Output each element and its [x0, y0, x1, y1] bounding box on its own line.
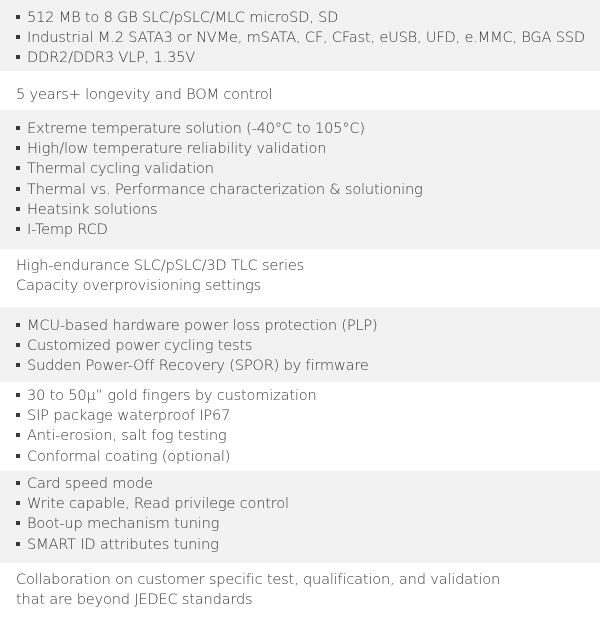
bullet-icon — [16, 363, 20, 367]
bullet-icon — [16, 227, 20, 231]
section-temperature — [0, 110, 600, 249]
bullet-icon — [16, 187, 20, 191]
list-item: Capacity overprovisioning settings — [16, 277, 261, 295]
bullet-icon — [16, 146, 20, 150]
section-endurance — [0, 249, 600, 307]
list-item: Anti-erosion, salt fog testing — [16, 426, 594, 446]
bullet-icon — [16, 454, 20, 458]
bullet-icon — [16, 433, 20, 437]
bullet-icon — [16, 126, 20, 130]
list-item: Conformal coating (optional) — [16, 447, 594, 467]
section-storage — [0, 0, 600, 71]
section-ruggedization — [0, 382, 600, 471]
section-firmware — [0, 471, 600, 563]
list-item: 512 MB to 8 GB SLC/pSLC/MLC microSD, SD — [16, 8, 594, 28]
section-longevity — [0, 71, 600, 110]
bullet-icon — [16, 343, 20, 347]
bullet-icon — [16, 393, 20, 397]
list-item: 5 years+ longevity and BOM control — [16, 86, 273, 103]
list-item: MCU-based hardware power loss protection (PLP) — [16, 316, 594, 336]
bullet-icon — [16, 323, 20, 327]
list-item: Industrial M.2 SATA3 or NVMe, mSATA, CF, CFast, eUSB, UFD, e.MMC, BGA SSD — [16, 28, 594, 48]
section-power-protection — [0, 307, 600, 382]
bullet-icon — [16, 481, 20, 485]
list-item: Thermal cycling validation — [16, 159, 594, 179]
bullet-icon — [16, 166, 20, 170]
bullet-icon — [16, 207, 20, 211]
list-item: Customized power cycling tests — [16, 336, 594, 356]
list-item: that are beyond JEDEC standards — [16, 591, 253, 609]
list-item: Extreme temperature solution (-40°C to 105°C) — [16, 119, 594, 139]
list-item: High-endurance SLC/pSLC/3D TLC series — [16, 257, 304, 274]
list-item: I-Temp RCD — [16, 220, 594, 240]
list-item: 30 to 50μ” gold fingers by customization — [16, 386, 594, 406]
bullet-icon — [16, 55, 20, 59]
list-item: Boot-up mechanism tuning — [16, 514, 594, 534]
list-item: High/low temperature reliability validation — [16, 139, 594, 159]
list-item: Card speed mode — [16, 474, 594, 494]
list-item: Thermal vs. Performance characterization & solutioning — [16, 180, 594, 200]
bullet-icon — [16, 542, 20, 546]
bullet-icon — [16, 15, 20, 19]
bullet-icon — [16, 35, 20, 39]
bullet-icon — [16, 413, 20, 417]
list-item: Write capable, Read privilege control — [16, 494, 594, 514]
list-item: SMART ID attributes tuning — [16, 535, 594, 555]
list-item: Collaboration on customer specific test, qualification, and validation — [16, 571, 501, 588]
list-item: DDR2/DDR3 VLP, 1.35V — [16, 48, 594, 68]
list-item: Sudden Power-Off Recovery (SPOR) by firmware — [16, 356, 594, 376]
section-collaboration — [0, 563, 600, 630]
bullet-icon — [16, 501, 20, 505]
list-item: Heatsink solutions — [16, 200, 594, 220]
list-item: SIP package waterproof IP67 — [16, 406, 594, 426]
bullet-icon — [16, 521, 20, 525]
